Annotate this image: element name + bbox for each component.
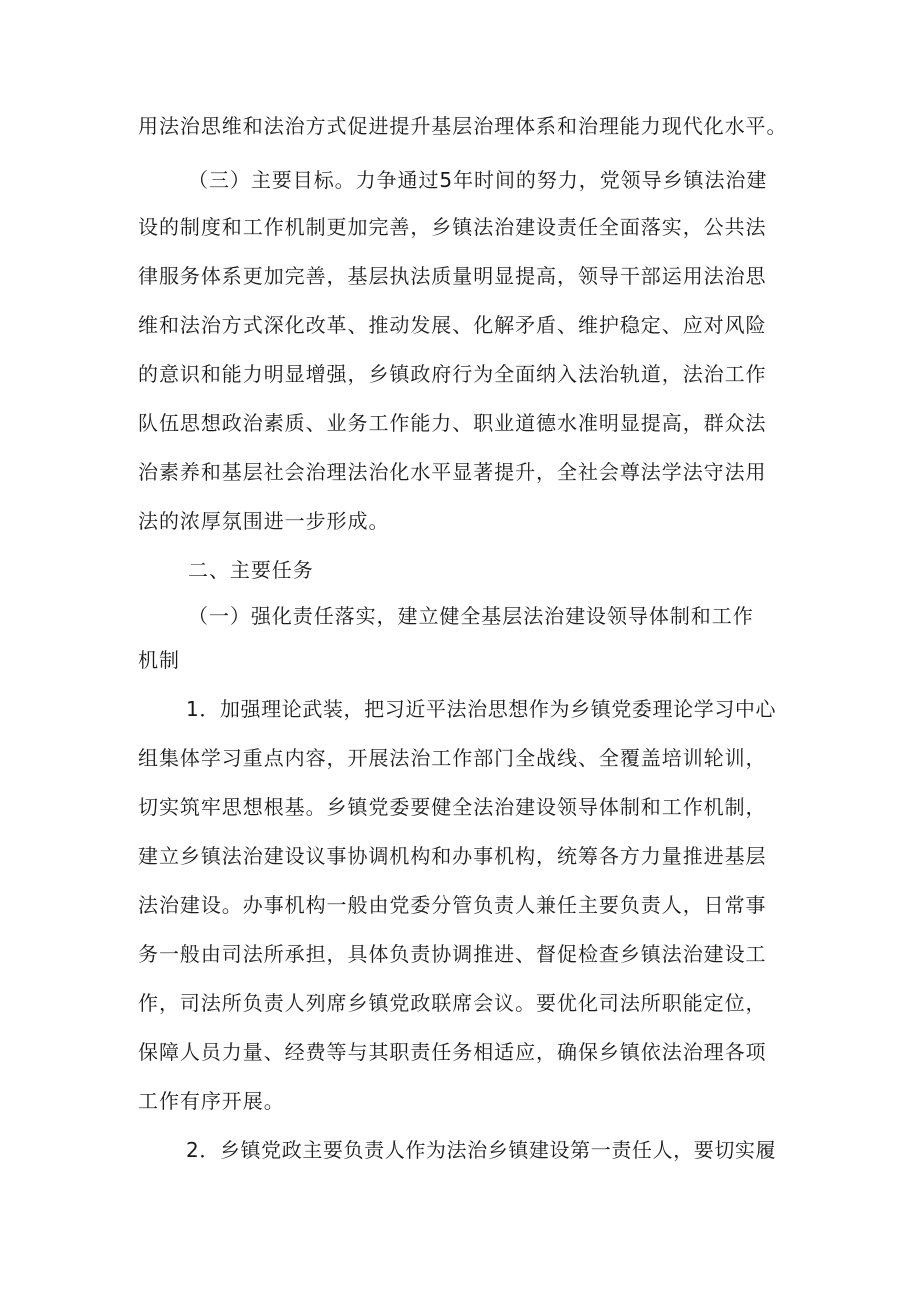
paragraph-line: 用法治思维和法治方式促进提升基层治理体系和治理能力现代化水平。 bbox=[138, 114, 788, 138]
paragraph-line: 的意识和能力明显增强，乡镇政府行为全面纳入法治轨道，法治工作 bbox=[138, 362, 767, 386]
paragraph-line: 法的浓厚氛围进一步形成。 bbox=[138, 509, 390, 533]
paragraph-line: 维和法治方式深化改革、推动发展、化解矛盾、维护稳定、应对风险 bbox=[138, 313, 767, 337]
paragraph-line: 工作有序开展。 bbox=[138, 1089, 285, 1113]
numbered-item-1: 1．加强理论武装，把习近平法治思想作为乡镇党委理论学习中心 bbox=[186, 697, 777, 721]
paragraph-line: 作，司法所负责人列席乡镇党政联席会议。要优化司法所职能定位， bbox=[138, 991, 767, 1015]
numbered-item-2: 2．乡镇党政主要负责人作为法治乡镇建设第一责任人，要切实履 bbox=[186, 1138, 777, 1162]
paragraph-line: 律服务体系更加完善，基层执法质量明显提高，领导干部运用法治思 bbox=[138, 264, 767, 288]
paragraph-line: 保障人员力量、经费等与其职责任务相适应，确保乡镇依法治理各项 bbox=[138, 1040, 767, 1064]
paragraph-line: 建立乡镇法治建设议事协调机构和办事机构，统筹各方力量推进基层 bbox=[138, 844, 767, 868]
paragraph-line: 务一般由司法所承担，具体负责协调推进、督促检查乡镇法治建设工 bbox=[138, 942, 767, 966]
paragraph-line: 设的制度和工作机制更加完善，乡镇法治建设责任全面落实，公共法 bbox=[138, 215, 767, 239]
paragraph-line: 组集体学习重点内容，开展法治工作部门全战线、全覆盖培训轮训， bbox=[138, 746, 767, 770]
subsection-heading: （一）强化责任落实，建立健全基层法治建设领导体制和工作 bbox=[188, 604, 754, 628]
paragraph-line: 治素养和基层社会治理法治化水平显著提升，全社会尊法学法守法用 bbox=[138, 460, 767, 484]
paragraph-line: （三）主要目标。力争通过5年时间的努力，党领导乡镇法治建 bbox=[188, 168, 768, 192]
section-heading: 二、主要任务 bbox=[188, 558, 314, 582]
paragraph-line: 法治建设。办事机构一般由党委分管负责人兼任主要负责人，日常事 bbox=[138, 893, 767, 917]
paragraph-line: 队伍思想政治素质、业务工作能力、职业道德水准明显提高，群众法 bbox=[138, 411, 767, 435]
subsection-heading-continued: 机制 bbox=[138, 648, 180, 672]
paragraph-line: 切实筑牢思想根基。乡镇党委要健全法治建设领导体制和工作机制， bbox=[138, 795, 767, 819]
